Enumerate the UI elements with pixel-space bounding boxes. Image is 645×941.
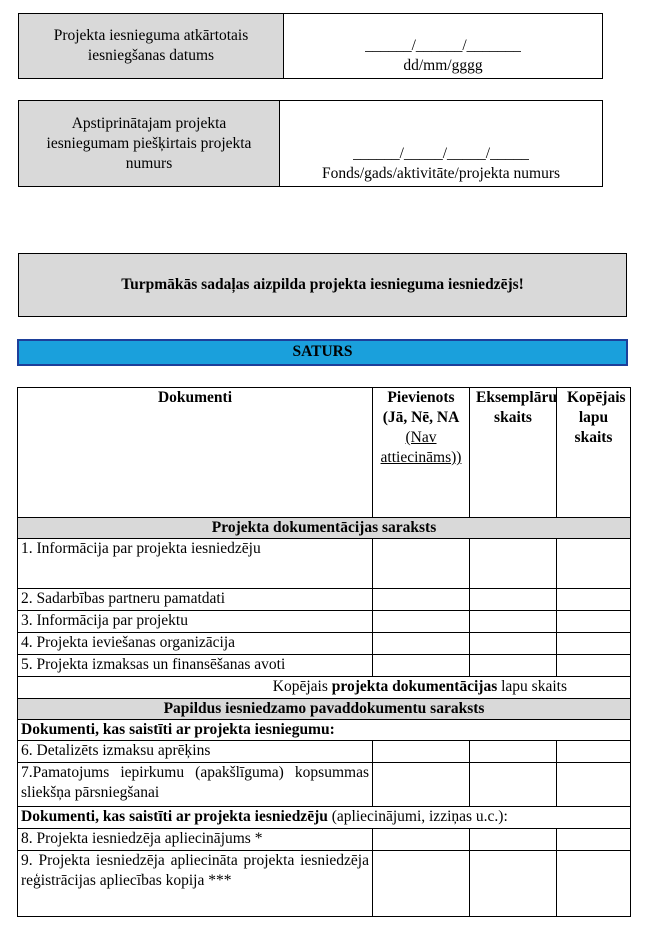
row-label: 9. Projekta iesniedzēja apliecināta projekta iesniedzēja reģistrācijas apliecības kopija ***: [18, 851, 373, 917]
pages-cell[interactable]: [557, 851, 631, 917]
table-row: [18, 633, 631, 655]
attached-cell[interactable]: [373, 611, 470, 633]
row-label: 3. Informācija par projektu: [18, 611, 373, 633]
copies-cell[interactable]: [470, 741, 557, 763]
project-number-box: [18, 100, 603, 187]
row-label: 2. Sadarbības partneru pamatdati: [18, 589, 373, 611]
row-label: 7.Pamatojums iepirkumu (apakšlīguma) kopsummas sliekšņa pārsniegšanai: [18, 763, 373, 807]
group-applicant-label: Dokumenti, kas saistīti ar projekta iesniedzēju: [21, 808, 328, 825]
row-label: 8. Projekta iesniedzēja apliecinājums *: [18, 829, 373, 851]
attached-cell[interactable]: [373, 655, 470, 677]
header-pages-label: Kopējais lapu skaits: [567, 389, 626, 446]
table-row: [18, 611, 631, 633]
copies-cell[interactable]: [470, 633, 557, 655]
header-pages: [557, 388, 631, 518]
header-copies: [470, 388, 557, 518]
section-row: [18, 518, 631, 539]
pages-cell[interactable]: [557, 829, 631, 851]
copies-cell[interactable]: [470, 655, 557, 677]
resubmission-date-field[interactable]: [284, 14, 602, 78]
table-row: [18, 829, 631, 851]
group-application-documents: [18, 720, 631, 741]
copies-cell[interactable]: [470, 851, 557, 917]
saturs-title: SATURS: [17, 339, 628, 366]
table-row: [18, 741, 631, 763]
group-row: [18, 807, 631, 829]
table-header-row: [18, 388, 631, 518]
row-label: 5. Projekta izmaksas un finansēšanas avoti: [18, 655, 373, 677]
row-label: 1. Informācija par projekta iesniedzēju: [18, 539, 373, 589]
header-attached: [373, 388, 470, 518]
pages-cell[interactable]: [557, 633, 631, 655]
group-row: [18, 720, 631, 741]
row-label: 6. Detalizēts izmaksu aprēķins: [18, 741, 373, 763]
copies-cell[interactable]: [470, 611, 557, 633]
section-additional-documents: Papildus iesniedzamo pavaddokumentu saraksts: [18, 699, 631, 720]
total-pages-label: [18, 677, 631, 699]
copies-cell[interactable]: [470, 539, 557, 589]
resubmission-date-box: [18, 13, 603, 79]
project-number-label: Apstiprinātajam projekta iesniegumam piešķirtais projekta numurs: [19, 101, 280, 186]
header-documents: Dokumenti: [18, 388, 373, 518]
pages-cell[interactable]: [557, 539, 631, 589]
table-row: [18, 763, 631, 807]
project-number-blank: ______/_____/_____/_____: [353, 145, 529, 162]
pages-cell[interactable]: [557, 655, 631, 677]
attached-cell[interactable]: [373, 539, 470, 589]
section-project-documentation: Projekta dokumentācijas saraksts: [18, 518, 631, 539]
copies-cell[interactable]: [470, 589, 557, 611]
header-attached-note: (Nav attiecināms)): [380, 429, 462, 466]
section-row: [18, 699, 631, 720]
attached-cell[interactable]: [373, 851, 470, 917]
attached-cell[interactable]: [373, 829, 470, 851]
table-row: [18, 851, 631, 917]
attached-cell[interactable]: [373, 763, 470, 807]
attached-cell[interactable]: [373, 633, 470, 655]
copies-cell[interactable]: [470, 829, 557, 851]
table-row: [18, 539, 631, 589]
attached-cell[interactable]: [373, 589, 470, 611]
pages-cell[interactable]: [557, 741, 631, 763]
pages-cell[interactable]: [557, 763, 631, 807]
row-label: 4. Projekta ieviešanas organizācija: [18, 633, 373, 655]
group-applicant-note: (apliecinājumi, izziņas u.c.):: [331, 808, 508, 825]
group-applicant-documents: [18, 807, 631, 829]
table-row: [18, 655, 631, 677]
header-copies-label: Eksemplāru skaits: [476, 389, 557, 426]
total-prefix: Kopējais: [272, 678, 328, 695]
resubmission-date-label: Projekta iesnieguma atkārtotais iesniegšanas datums: [19, 14, 284, 78]
applicant-notice: Turpmākās sadaļas aizpilda projekta iesnieguma iesniedzējs!: [18, 253, 627, 317]
pages-cell[interactable]: [557, 611, 631, 633]
copies-cell[interactable]: [470, 763, 557, 807]
project-number-field[interactable]: [280, 101, 602, 186]
pages-cell[interactable]: [557, 589, 631, 611]
total-bold: projekta dokumentācijas: [331, 678, 498, 695]
project-number-format: Fonds/gads/aktivitāte/projekta numurs: [321, 165, 561, 182]
table-row: [18, 589, 631, 611]
resubmission-date-format: dd/mm/gggg: [403, 57, 483, 74]
total-row: [18, 677, 631, 699]
header-attached-label: Pievienots (Jā, Nē, NA: [382, 389, 460, 426]
resubmission-date-blank: ______/______/_______: [365, 37, 521, 54]
attached-cell[interactable]: [373, 741, 470, 763]
documents-table: [17, 387, 631, 917]
group-application-label: Dokumenti, kas saistīti ar projekta iesniegumu:: [21, 721, 335, 738]
total-suffix: lapu skaits: [501, 678, 567, 695]
